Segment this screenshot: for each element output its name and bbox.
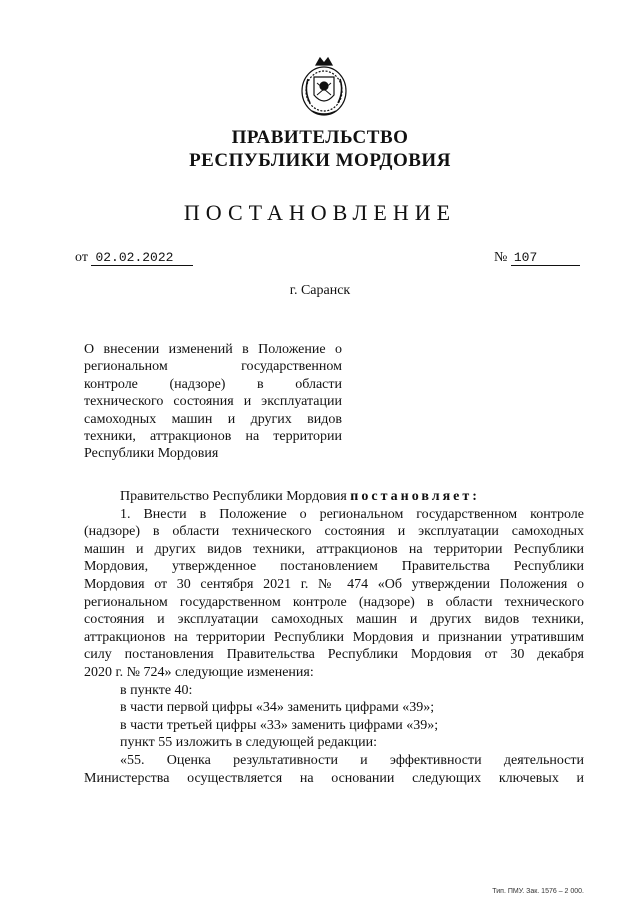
subject-line: самоходных машин и других видов: [84, 411, 342, 427]
body-line: состояния и эксплуатации самоходных машин и других видов техники,: [84, 612, 584, 628]
body-line: в части третьей цифры «33» заменить цифрами «39»;: [120, 717, 439, 733]
decree-word: постановляет:: [350, 489, 480, 504]
organization-title-line-2: РЕСПУБЛИКИ МОРДОВИЯ: [189, 150, 451, 171]
city-label: г. Саранск: [289, 283, 351, 298]
body-line: 2020 г. № 724» следующие изменения:: [84, 664, 314, 680]
body-line: аттракционов на территории Республики Мордовия и признании утратившим: [84, 629, 584, 645]
body-line: машин и других видов техники, аттракционов на территории Республики: [84, 541, 584, 557]
print-info: Тип. ПМУ. Зак. 1576 – 2 000.: [492, 888, 584, 895]
number-prefix: №: [494, 250, 508, 265]
subject-line: технического состояния и эксплуатации: [84, 394, 342, 410]
subject-line: О внесении изменений в Положение о: [84, 342, 342, 357]
organization-title-line-1: ПРАВИТЕЛЬСТВО: [231, 127, 409, 148]
document-number: 107: [511, 250, 580, 266]
body-line: в части первой цифры «34» заменить цифрами «39»;: [120, 700, 435, 716]
date-field: [75, 250, 193, 266]
document-date: 02.02.2022: [91, 250, 193, 266]
coat-of-arms-emblem: [298, 55, 350, 119]
body-line: (надзоре) в области технического состояния и эксплуатации самоходных: [84, 524, 584, 540]
body-line: Мордовия, утвержденное постановлением Правительства Республики: [84, 559, 584, 575]
subject-line: техники, аттракционов на территории: [84, 429, 342, 445]
body-line: 1. Внести в Положение о региональном государственном контроле: [120, 506, 584, 522]
decree-intro: Правительство Республики Мордовия: [120, 489, 347, 504]
decree-intro-line: [84, 488, 584, 506]
body-line: Министерства осуществляется на основании следующих ключевых и: [84, 770, 584, 786]
body-line: в пункте 40:: [120, 682, 193, 698]
subject-line: региональном государственном: [84, 359, 342, 375]
body-line: «55. Оценка результативности и эффективности деятельности: [120, 752, 584, 768]
subject-line: контроле (надзоре) в области: [84, 376, 342, 392]
body-line: региональном государственном контроле (надзоре) в области технического: [84, 594, 584, 610]
date-prefix: от: [75, 250, 88, 265]
document-body: [84, 488, 584, 787]
body-line: пункт 55 изложить в следующей редакции:: [120, 735, 377, 751]
document-subject: [84, 341, 342, 463]
body-line: силу постановления Правительства Республики Мордовия от 30 декабря: [84, 647, 584, 663]
number-field: [494, 250, 580, 266]
subject-line: Республики Мордовия: [84, 446, 219, 462]
body-line: Мордовия от 30 сентября 2021 г. № 474 «Об утверждении Положения о: [84, 576, 584, 592]
document-type-title: ПОСТАНОВЛЕНИЕ: [183, 200, 457, 225]
